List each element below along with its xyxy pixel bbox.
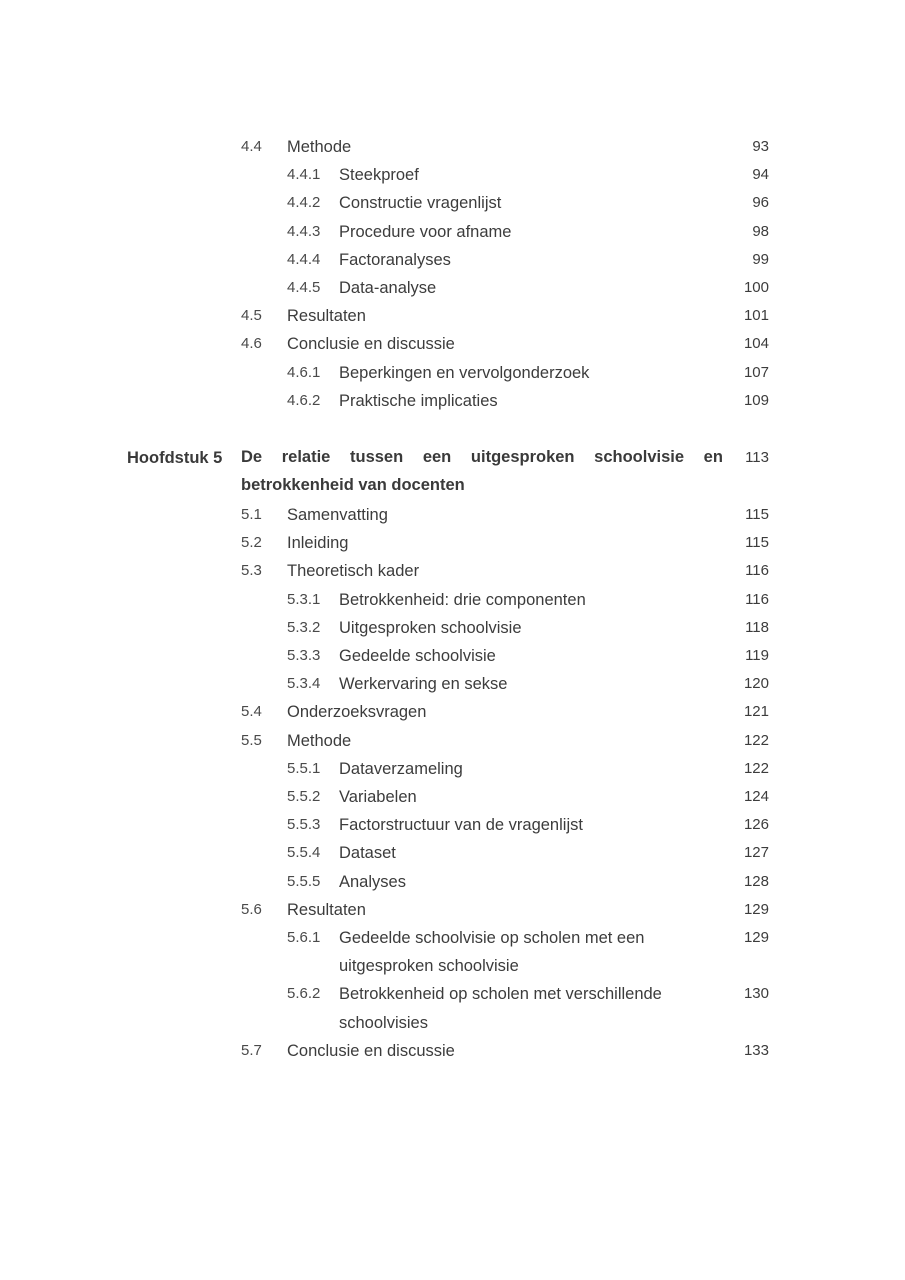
toc-entry-number: 5.3.4 xyxy=(287,675,321,693)
toc-entry-title: Constructie vragenlijst xyxy=(339,194,502,213)
toc-entry-page: 121 xyxy=(743,703,769,721)
toc-entry-number: 5.5 xyxy=(241,731,262,749)
toc-entry-page: 116 xyxy=(745,590,769,608)
toc-entry-number: 5.4 xyxy=(241,703,262,721)
toc-entry-number: 5.3 xyxy=(241,562,262,580)
toc-entry-title-continued: schoolvisies xyxy=(339,1013,428,1032)
toc-entry-number: 4.5 xyxy=(241,307,262,325)
toc-entry-page: 126 xyxy=(743,816,769,834)
toc-entry-number: 5.7 xyxy=(241,1041,262,1059)
chapter-title-word: De xyxy=(241,448,263,466)
toc-entry-title: Factoranalyses xyxy=(339,250,451,269)
toc-entry-title: Betrokkenheid op scholen met verschillende xyxy=(339,985,662,1004)
toc-entry-number: 5.6 xyxy=(241,900,262,918)
toc-entry-page: 107 xyxy=(743,363,769,381)
chapter-title-word: tussen xyxy=(350,448,404,466)
chapter-title xyxy=(241,443,723,499)
toc-entry-page: 109 xyxy=(743,391,769,409)
toc-entry-title: Steekproef xyxy=(339,166,419,185)
toc-entry-number: 5.5.2 xyxy=(287,788,321,805)
toc-entry-page: 133 xyxy=(743,1041,769,1059)
toc-entry-number: 5.1 xyxy=(241,506,262,523)
toc-entry-title: Resultaten xyxy=(287,900,366,919)
toc-entry-number: 5.6.2 xyxy=(287,985,321,1003)
chapter-title-line1 xyxy=(241,443,723,471)
toc-entry-page: 96 xyxy=(752,194,769,212)
toc-entry-page: 129 xyxy=(743,929,769,946)
toc-entry-title: Data-analyse xyxy=(339,279,437,297)
toc-entry-title: Variabelen xyxy=(339,788,417,806)
toc-entry-title: Methode xyxy=(287,731,352,750)
toc-entry-title: Praktische implicaties xyxy=(339,391,498,410)
toc-entry-title: Resultaten xyxy=(287,307,366,326)
toc-entry-page: 120 xyxy=(743,675,769,693)
toc-entry-page: 104 xyxy=(743,335,769,353)
toc-entry-page: 115 xyxy=(745,506,769,523)
toc-entry-number: 4.4.5 xyxy=(287,279,321,296)
toc-entry-title: Dataset xyxy=(339,844,396,863)
toc-entry-page: 94 xyxy=(752,166,769,184)
toc-entry-title: Samenvatting xyxy=(287,506,388,524)
toc-entry-title: Gedeelde schoolvisie xyxy=(339,647,496,665)
chapter-title-word: en xyxy=(703,448,723,466)
toc-entry-page: 127 xyxy=(743,844,769,862)
toc-entry-number: 4.4.3 xyxy=(287,222,321,240)
toc-entry-title: Betrokkenheid: drie componenten xyxy=(339,590,586,609)
toc-entry-page: 122 xyxy=(743,759,769,777)
chapter-page-number: 113 xyxy=(745,449,769,466)
toc-entry-number: 5.5.4 xyxy=(287,844,321,862)
toc-entry-number: 5.5.1 xyxy=(287,759,321,777)
toc-entry-number: 5.2 xyxy=(241,534,262,552)
toc-entry-title: Dataverzameling xyxy=(339,759,463,778)
toc-entry-page: 124 xyxy=(743,788,769,805)
toc-entry-title: Werkervaring en sekse xyxy=(339,675,508,694)
toc-entry-page: 128 xyxy=(743,872,769,890)
toc-entry-page: 115 xyxy=(745,534,769,552)
toc-entry-number: 5.3.1 xyxy=(287,590,321,608)
toc-entry-page: 101 xyxy=(743,307,769,325)
toc-entry-number: 4.4 xyxy=(241,138,262,155)
toc-entry-title: Onderzoeksvragen xyxy=(287,703,427,722)
chapter-title-word: uitgesproken xyxy=(470,448,575,466)
toc-entry-page: 118 xyxy=(745,618,769,636)
toc-entry-number: 5.5.3 xyxy=(287,816,321,834)
toc-entry-page: 100 xyxy=(743,279,769,296)
chapter-label: Hoofdstuk 5 xyxy=(127,449,223,467)
toc-entry-number: 4.6.1 xyxy=(287,363,321,381)
toc-entry-number: 4.6 xyxy=(241,335,262,353)
toc-entry-title: Methode xyxy=(287,138,352,156)
toc-entry-page: 129 xyxy=(743,900,769,918)
chapter-title-word: schoolvisie xyxy=(594,448,685,466)
toc-entry-title: Conclusie en discussie xyxy=(287,335,455,354)
toc-entry-title: Theoretisch kader xyxy=(287,562,420,581)
toc-entry-number: 5.3.2 xyxy=(287,618,321,636)
toc-entry-page: 93 xyxy=(752,138,769,155)
toc-entry-title: Gedeelde schoolvisie op scholen met een xyxy=(339,929,645,947)
toc-entry-page: 99 xyxy=(752,250,769,268)
toc-entry-title: Procedure voor afname xyxy=(339,222,512,241)
toc-entry-title: Factorstructuur van de vragenlijst xyxy=(339,816,583,835)
toc-entry-page: 122 xyxy=(743,731,769,749)
toc-entry-number: 4.4.1 xyxy=(287,166,321,184)
toc-entry-number: 4.4.4 xyxy=(287,250,321,268)
toc-entry-page: 119 xyxy=(745,647,769,664)
toc-entry-title: Uitgesproken schoolvisie xyxy=(339,618,522,637)
toc-entry-number: 5.3.3 xyxy=(287,647,321,664)
toc-entry-title: Conclusie en discussie xyxy=(287,1041,455,1060)
toc-entry-number: 5.5.5 xyxy=(287,872,321,890)
toc-entry-page: 130 xyxy=(743,985,769,1003)
toc-entry-title: Inleiding xyxy=(287,534,349,553)
toc-entry-page: 98 xyxy=(752,222,769,240)
toc-entry-number: 4.6.2 xyxy=(287,391,321,409)
toc-entry-page: 116 xyxy=(745,562,769,580)
chapter-title-word: relatie xyxy=(281,448,331,466)
toc-entry-title-continued: uitgesproken schoolvisie xyxy=(339,957,519,976)
chapter-title-word: een xyxy=(422,448,452,466)
toc-entry-title: Analyses xyxy=(339,872,406,891)
chapter-title-line2: betrokkenheid van docenten xyxy=(241,476,465,494)
toc-entry-number: 4.4.2 xyxy=(287,194,321,212)
toc-entry-number: 5.6.1 xyxy=(287,929,321,946)
toc-entry-title: Beperkingen en vervolgonderzoek xyxy=(339,363,590,382)
